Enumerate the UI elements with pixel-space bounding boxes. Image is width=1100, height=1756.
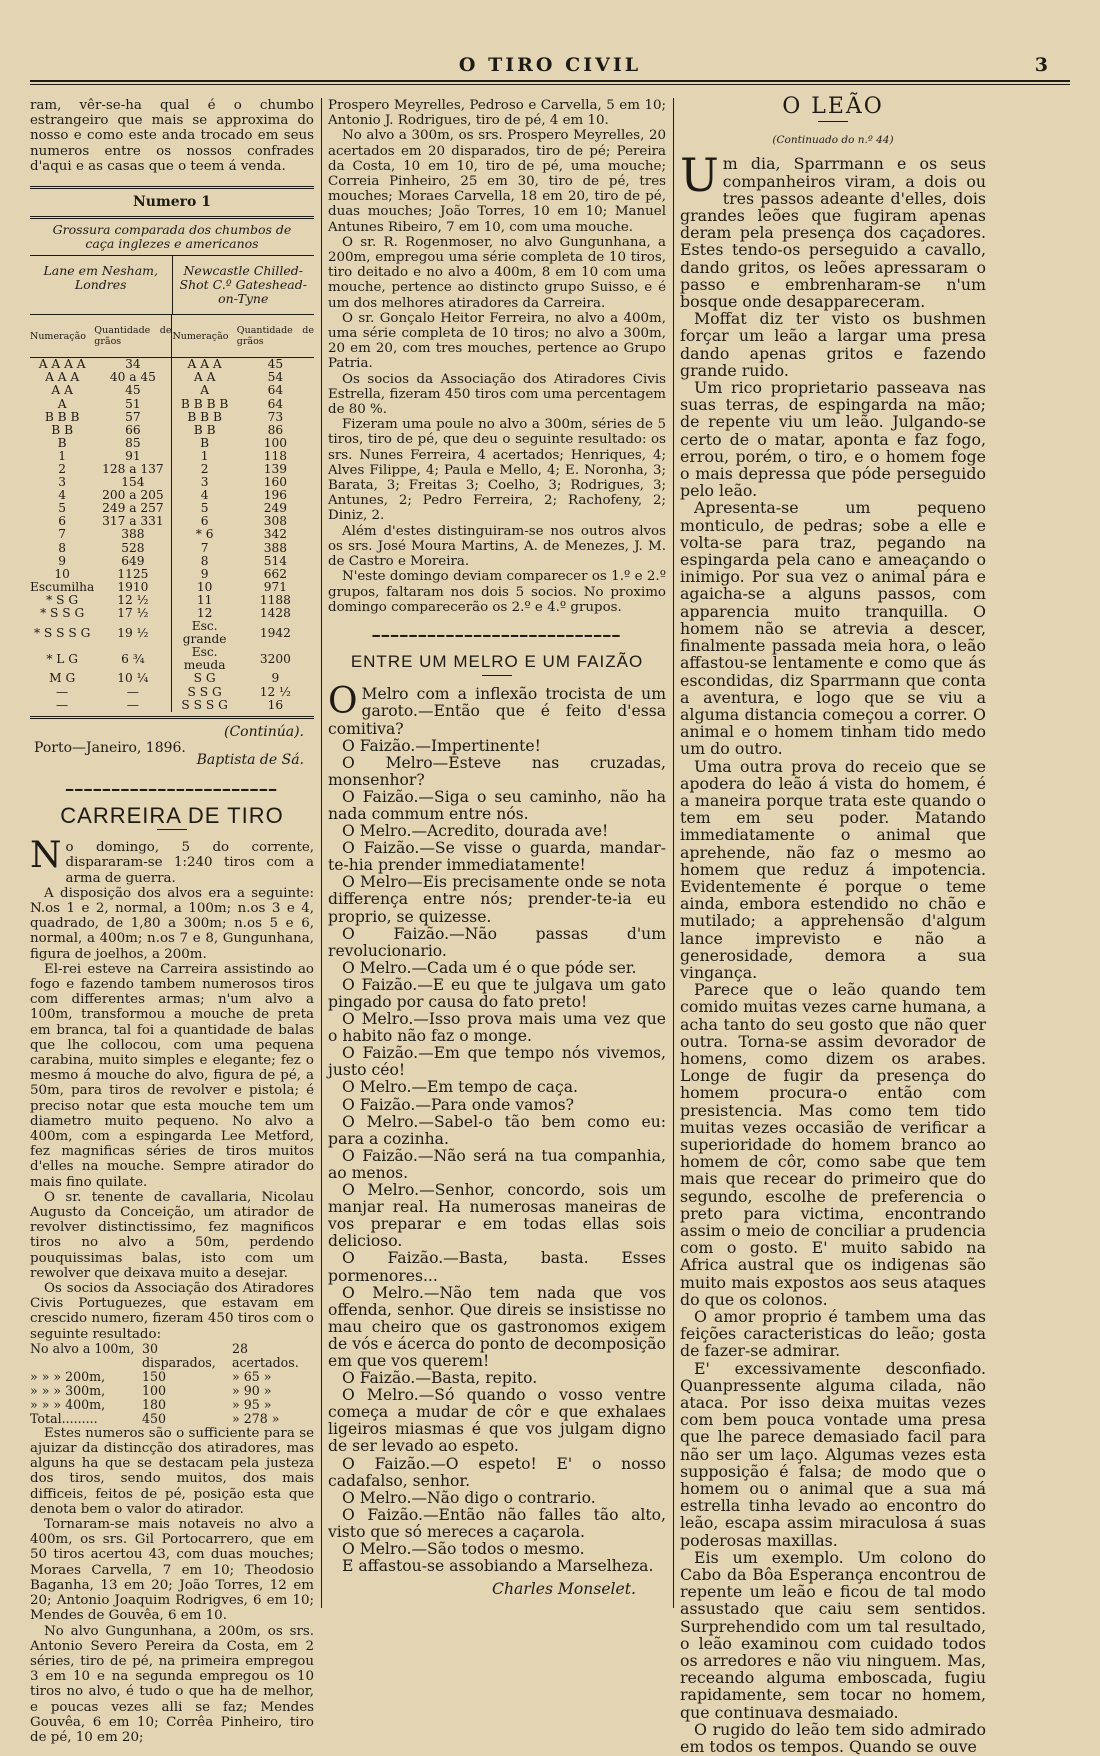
dialogue-line: O Melro.—Em tempo de caça. bbox=[342, 1078, 578, 1097]
col-header-quantidade: Quantidade de grãos bbox=[237, 315, 314, 358]
author-signature: Baptista de Sá. bbox=[196, 751, 304, 768]
table-cell: 100 bbox=[263, 435, 288, 450]
table-cell: A A A A bbox=[38, 357, 86, 372]
ornament-divider: ━━━━━━━━━━━━━━━━━━━━━━━ bbox=[65, 782, 279, 797]
dialogue-line: O Faizão.—Não passas d'um revolucionario. bbox=[328, 924, 666, 960]
table-cell: 1942 bbox=[259, 625, 291, 640]
table-cell: A A A bbox=[45, 370, 80, 385]
dialogue-line: O Faizão.—Basta, repito. bbox=[342, 1369, 538, 1388]
table-cell: 51 bbox=[94, 398, 172, 411]
results-row bbox=[30, 1370, 314, 1384]
dialogue-line: O Faizão.—Siga o seu caminho, não ha nada commum entre nós. bbox=[328, 787, 666, 823]
table-cell: 66 bbox=[94, 424, 172, 437]
dialogue-line: O Melro.—Senhor, concordo, sois um manjar real. Ha numerosas maneiras de vos preparar e em todas ellas sois delicioso. bbox=[328, 1181, 666, 1251]
continua-note: (Continúa). bbox=[223, 723, 304, 740]
table-cell: A A A bbox=[187, 357, 222, 372]
results-cell: 180 bbox=[142, 1396, 167, 1412]
table-cell: 6 bbox=[58, 514, 67, 529]
ornament-divider: ━━━━━━━━━━━━━━━━━━━━━━━━━━━ bbox=[372, 628, 622, 643]
place-date: Porto—Janeiro, 1896. bbox=[34, 739, 186, 756]
carreira-paragraph: O sr. tenente de cavallaria, Nicolau Augusto da Conceição, um atirador de revolver distinctissimo, fez magnificos tiros no alvo a 50m, perdendo pouquissimas balas, isto com um rewolver que deixava muito a desejar. bbox=[30, 1189, 314, 1281]
dialogue-line: O Melro—Eis precisamente onde se nota differença entre nós; prender-te-ia eu proprio, se quizesse. bbox=[328, 873, 666, 926]
dialogue-line: O Faizão.—Não será na tua companhia, ao menos. bbox=[328, 1146, 666, 1182]
dropcap-n: N bbox=[30, 835, 62, 877]
table-row bbox=[30, 607, 314, 620]
table-cell: 10 ¼ bbox=[94, 672, 172, 685]
table-cell: 154 bbox=[94, 476, 172, 489]
carreira-paragraph: o domingo, 5 do corrente, dispararam-se 1:240 tiros com a arma de guerra. bbox=[65, 840, 314, 886]
table-cell: — bbox=[56, 697, 69, 712]
dialogue-line: O Faizão.—Basta, basta. Esses pormenores... bbox=[328, 1249, 666, 1285]
table-cell: 1 bbox=[200, 448, 209, 463]
table-cell: 160 bbox=[263, 475, 288, 490]
dialogue-line: O Faizão.—Em que tempo nós vivemos, justo céo! bbox=[328, 1044, 666, 1080]
table-cell: B bbox=[200, 435, 210, 450]
table-row bbox=[30, 384, 314, 397]
results-row bbox=[30, 1398, 314, 1412]
table-cell: S G bbox=[193, 671, 216, 686]
newspaper-page bbox=[30, 50, 1070, 1756]
table-cell: 971 bbox=[263, 579, 288, 594]
table-cell: * S G bbox=[46, 592, 79, 607]
table-cell: 57 bbox=[94, 411, 172, 424]
table-cell: 12 ½ bbox=[94, 594, 172, 607]
table-cell: 649 bbox=[94, 555, 172, 568]
left-group-header: Lane em Nesham, Londres bbox=[30, 256, 173, 314]
results-cell: 100 bbox=[142, 1382, 167, 1398]
story-title: ENTRE UM MELRO E UM FAIZÃO bbox=[350, 652, 644, 672]
carreira-paragraph: El-rei esteve na Carreira assistindo ao fogo e fazendo tambem numerosos tiros com differentes armas; n'um alvo a 100m, transformou a mouche de preta em branca, tal foi a quantidade de balas que lhe collocou, com uma pequena carabina, muito simples e elegante; fez o mesmo á mouche do alvo, figura de pé, a 50m, para tiros de revolver e pistola; é preciso notar que esta mouche tem um diametro muito pequeno. No alvo a 400m, com a espingarda Lee Metford, fez magnificas séries de tiros muitos d'elles na mouche. Sempre atirador do mais fino quilate. bbox=[30, 961, 314, 1190]
table-cell: 7 bbox=[200, 540, 209, 555]
table-cell: 10 bbox=[54, 566, 70, 581]
table-cell: A A bbox=[51, 383, 73, 398]
table-cell: 388 bbox=[263, 540, 288, 555]
table-cell: 9 bbox=[58, 553, 67, 568]
dialogue-line: O Melro.—Isso prova mais uma vez que o habito não faz o monge. bbox=[328, 1010, 666, 1046]
table-cell: 64 bbox=[267, 396, 284, 411]
table-row bbox=[30, 686, 314, 699]
header-rule bbox=[30, 80, 1070, 82]
table-cell: B B B B bbox=[180, 396, 229, 411]
table-cell: 2 bbox=[200, 461, 209, 476]
table-top-rule bbox=[30, 186, 314, 189]
table-cell: 19 ½ bbox=[94, 620, 172, 646]
article-footer bbox=[30, 719, 314, 773]
table-cell: 6 ¾ bbox=[94, 646, 172, 672]
after-paragraph: No alvo Gungunhana, a 200m, os srs. Antonio Severo Pereira da Costa, em 2 séries, tiro de pé, na primeira empregou 3 em 10 e na segunda empregou os 10 tiros no alvo, é tudo o que ha de melhor, e poucas vezes alli se faz; Mendes Gouvêa, 6 em 10; Corrêa Pinheiro, tiro de pé, 10 em 20; bbox=[30, 1623, 314, 1745]
table-cell: 514 bbox=[263, 553, 288, 568]
table-row bbox=[30, 398, 314, 411]
dialogue-line: O Faizão.—Se visse o guarda, mandar-te-hia prender immediatamente! bbox=[328, 839, 666, 875]
table-cell: 64 bbox=[267, 383, 284, 398]
after-paragraph: Estes numeros são o sufficiente para se ajuizar da distincção dos atiradores, mas alguns ha que se destacam pela justeza dos tiros, sendo muitos, dos mais difficeis, feitos de pé, posição esta que denota bem o valor do atirador. bbox=[30, 1425, 314, 1517]
table-row bbox=[30, 437, 314, 450]
dialogue-line: O Melro.—Cada um é o que póde ser. bbox=[342, 958, 637, 977]
table-row bbox=[30, 568, 314, 581]
table-cell: A bbox=[200, 383, 210, 398]
title-rule bbox=[482, 675, 512, 676]
table-cell: 118 bbox=[263, 448, 288, 463]
lion-paragraph: Um rico proprietario passeava nas suas terras, de espingarda na mão; de repente viu um leão. Julgando-se certo de o matar, aponta e faz fogo, errou, porém, o tiro, e o homem foge o mais depressa que póde perseguido pelo leão. bbox=[680, 378, 986, 501]
table-cell: 45 bbox=[94, 384, 172, 397]
table-row bbox=[30, 528, 314, 541]
table-row bbox=[30, 672, 314, 685]
results-cell: No alvo a 100m, bbox=[30, 1340, 135, 1356]
dialogue-line: O Faizão.—Impertinente! bbox=[342, 736, 541, 755]
carreira-cont-paragraph: No alvo a 300m, os srs. Prospero Meyrelles, 20 acertados em 20 disparados, tiro de pé; Pereira da Costa, 10 em 10, tiro de pé, uma mouche; Correia Pinheiro, 25 em 30, tiro de pé, tres mouches; Moraes Carvella, 18 em 20, tiro de pé, duas mouches; João Torres, 10 em 10; Manuel Antunes Ribeiro, 7 em 10, com uma mouche. bbox=[328, 128, 666, 235]
table-cell: 3200 bbox=[259, 651, 291, 666]
title-rule bbox=[818, 121, 848, 122]
table-cell: 6 bbox=[200, 514, 209, 529]
table-subtitle: Grossura comparada dos chumbos de caça inglezes e americanos bbox=[30, 216, 314, 256]
dialogue-line: O Melro.—Só quando o vosso ventre começa a mudar de côr e que exhalaes ligeiros miasmas é que vos julgam digno de ser levado ao espeto. bbox=[328, 1386, 666, 1456]
table-cell: * L G bbox=[46, 651, 78, 666]
table-cell: 12 ½ bbox=[259, 684, 291, 699]
shot-size-table bbox=[30, 315, 314, 712]
table-cell: M G bbox=[49, 671, 76, 686]
dropcap-o: O bbox=[328, 681, 358, 723]
table-row bbox=[30, 424, 314, 437]
results-cell: 150 bbox=[142, 1368, 167, 1384]
lion-paragraph: Uma outra prova do receio que se apodera do leão á vista do homem, é a maneira porque trata este quando o tem em seu poder. Matando immediatamente o animal que aprehende, não faz o mesmo ao homem que reduz á impotencia. Evidentemente é porque o teme ainda, embora estendido no chão e mutilado; a apprehensão d'algum lance imprevisto e não a generosidade, demora a sua vingança. bbox=[680, 756, 986, 982]
table-cell: 388 bbox=[94, 528, 172, 541]
header-rule-thin bbox=[30, 84, 1070, 85]
dropcap-u: U bbox=[680, 148, 719, 203]
table-cell: 17 ½ bbox=[94, 607, 172, 620]
lion-paragraph: Apresenta-se um pequeno monticulo, de pedras; sobe a elle e volta-se para traz, pegando na espingarda pela cano e ameaçando o inimigo. Por sua vez o animal pára e agaicha-se a alguns passos, com apparencia muito tranquilla. O homem não se atrevia a descer, finalmente passada meia hora, o leão affastou-se lentamente e como que ás escondidas, diz Sparrmann que conta a aventura, e logo que se viu a alguma distancia começou a correr. O animal e o homem tinham tido medo um do outro. bbox=[680, 498, 986, 759]
dialogue-line: O Faizão.—E eu que te julgava um gato pingado por causa do fato preto! bbox=[328, 975, 666, 1011]
table-cell: 3 bbox=[58, 475, 67, 490]
table-cell: 1125 bbox=[94, 568, 172, 581]
table-cell: 86 bbox=[267, 422, 284, 437]
masthead-title: O TIRO CIVIL bbox=[458, 54, 642, 76]
table-cell: Esc. meuda bbox=[183, 645, 226, 673]
results-cell: » » » 300m, bbox=[30, 1382, 106, 1398]
dialogue-line: O Melro.—Sabel-o tão bem como eu: para a cozinha. bbox=[328, 1112, 666, 1148]
table-cell: * S S S G bbox=[33, 625, 91, 640]
table-cell: B B B bbox=[187, 409, 222, 424]
dialogue-line: O Faizão.—Para onde vamos? bbox=[342, 1095, 575, 1114]
results-row bbox=[30, 1412, 314, 1426]
table-cell: * S S G bbox=[40, 606, 85, 620]
carreira-cont-paragraph: Além d'estes distinguiram-se nos outros alvos os srs. José Moura Martins, A. de Menezes, J. M. de Castro e Moreira. bbox=[328, 523, 666, 570]
table-row bbox=[30, 620, 314, 646]
table-cell: 308 bbox=[263, 514, 288, 529]
table-cell: 1188 bbox=[259, 592, 291, 607]
dialogue-line: O Melro.—Não tem nada que vos offenda, senhor. Que direis se insistisse no mau cheiro que os gastronomos exigem de vós e ácerca do ponto de decomposição em que vos querem! bbox=[328, 1283, 666, 1370]
table-cell: 5 bbox=[200, 501, 209, 516]
page-number: 3 bbox=[1034, 54, 1048, 76]
dialogue-body bbox=[328, 681, 666, 1599]
table-cell: * 6 bbox=[195, 527, 214, 542]
carreira-title: CARREIRA DE TIRO bbox=[60, 802, 284, 828]
carreira-cont-paragraph: N'este domingo deviam comparecer os 1.º e 2.º grupos, faltaram nos dois 5 socios. No proximo domingo comparecerão os 2.º e 4.º grupos. bbox=[328, 569, 666, 615]
table-cell: 317 a 331 bbox=[94, 515, 172, 528]
table-row bbox=[30, 555, 314, 568]
column-2 bbox=[328, 98, 666, 1598]
dialogue-line: O Melro—Esteve nas cruzadas, monsenhor? bbox=[328, 753, 666, 789]
table-cell: 1910 bbox=[94, 581, 172, 594]
table-cell: A A bbox=[193, 370, 216, 385]
results-cell: » » » 400m, bbox=[30, 1396, 106, 1412]
table-cell: 200 a 205 bbox=[94, 489, 172, 502]
column-1 bbox=[30, 98, 314, 1745]
table-cell: 1 bbox=[58, 448, 67, 463]
table-row bbox=[30, 646, 314, 672]
dialogue-line: O Faizão.—Então não falles tão alto, visto que só mereces a caçarola. bbox=[328, 1505, 666, 1541]
dialogue-line: O Faizão.—O espeto! E' o nosso cadafalso, senhor. bbox=[328, 1454, 666, 1490]
table-row bbox=[30, 411, 314, 424]
table-cell: 528 bbox=[94, 542, 172, 555]
table-cell: 73 bbox=[267, 409, 284, 424]
table-row bbox=[30, 542, 314, 555]
table-cell: 34 bbox=[94, 358, 172, 372]
table-row bbox=[30, 450, 314, 463]
table-cell: 249 a 257 bbox=[94, 502, 172, 515]
table-cell: 91 bbox=[94, 450, 172, 463]
column-divider-1 bbox=[321, 98, 322, 1608]
table-cell: B B bbox=[193, 422, 216, 437]
table-title: Numero 1 bbox=[132, 194, 212, 211]
table-cell: 128 a 137 bbox=[94, 463, 172, 476]
table-cell: A bbox=[57, 396, 67, 411]
lion-paragraph: Eis um exemplo. Um colono do Cabo da Bôa Esperança encontrou de repente um leão e ficou de tal modo assustado que caiu sem sentidos. Surprehendido com um tal resultado, o leão examinou com cuidado todos os arredores e não viu ninguem. Mas, receando alguma emboscada, fugiu rapidamente, sem tocar no homem, que continuava desmaiado. bbox=[680, 1547, 986, 1722]
dialogue-line: O Melro.—Acredito, dourada ave! bbox=[342, 822, 609, 841]
lion-paragraph: Moffat diz ter visto os bushmen forçar um leão a largar uma presa dando apenas gritos e fazendo grande ruido. bbox=[680, 309, 986, 380]
table-cell: 3 bbox=[200, 475, 209, 490]
table-cell: 4 bbox=[200, 488, 209, 503]
table-cell: B B bbox=[51, 422, 74, 437]
results-cell: Total......... bbox=[30, 1410, 98, 1426]
table-cell: S S S G bbox=[181, 697, 228, 712]
after-paragraph: Tornaram-se mais notaveis no alvo a 400m, os srs. Gil Portocarrero, que em 50 tiros acertou 43, com duas mouches; Moraes Carvella, 7 em 10; Theodosio Baganha, 13 em 20; João Torres, 12 em 20; Antonio Joaquim Rodrigves, 6 em 10; Mendes de Gouvêa, 6 em 10. bbox=[30, 1517, 314, 1624]
results-row bbox=[30, 1384, 314, 1398]
results-cell: 28 acertados. bbox=[232, 1340, 299, 1370]
lion-paragraph: O amor proprio é tambem uma das feições caracteristicas do leão; gosta de fazer-se admirar. bbox=[680, 1307, 986, 1361]
carreira-cont-paragraph: O sr. Gonçalo Heitor Ferreira, no alvo a 400m, uma série completa de 10 tiros; no alvo a 300m, 20 em 20, com tres mouches, pertence ao Grupo Patria. bbox=[328, 310, 666, 372]
table-cell: 9 bbox=[271, 671, 280, 686]
col-header-numeracao: Numeração bbox=[172, 315, 237, 358]
table-cell: 1428 bbox=[259, 606, 291, 620]
results-cell: » 65 » bbox=[232, 1368, 272, 1384]
table-cell: 40 a 45 bbox=[94, 371, 172, 384]
intro-paragraph: ram, vêr-se-ha qual é o chumbo estrangeiro que mais se approxima do nosso e como este anda trocado em seus numeros entre os nossos confrades d'aqui e as casas que o teem á venda. bbox=[30, 98, 314, 174]
table-cell: — bbox=[94, 699, 172, 712]
results-cell: » 278 » bbox=[232, 1410, 280, 1426]
lion-paragraph: O rugido do leão tem sido admirado em todos os tempos. Quando se ouve bbox=[680, 1719, 986, 1756]
table-cell: S S G bbox=[187, 684, 222, 699]
table-cell: 10 bbox=[196, 579, 213, 594]
lion-paragraph: Parece que o leão quando tem comido muitas vezes carne humana, a acha tanto do seu gosto que não quer outra. Torna-se assim devorador de homens, como dizem os arabes. Longe de fugir da presença do homem procura-o então com presistencia. Mas como tem tido muitas vezes occasião de verificar a superioridade do homem branco ao homem de côr, como sabe que tem mais que recear do primeiro que do segundo, escolhe de preferencia o preto para victima, encontrando assim o meio de conciliar a prudencia com o gosto. E' muito sabido na Africa austral que os indigenas são muito mais expostos aos seus ataques do que os colonos. bbox=[680, 980, 986, 1309]
dialogue-line: O Melro.—Não digo o contrario. bbox=[342, 1488, 596, 1507]
results-row bbox=[30, 1342, 314, 1370]
col-header-numeracao: Numeração bbox=[30, 315, 94, 358]
table-row bbox=[30, 581, 314, 594]
table-cell: 2 bbox=[58, 461, 67, 476]
right-group-header: Newcastle Chilled-Shot C.º Gateshead-on-Tyne bbox=[179, 263, 307, 307]
dialogue-line: O Melro.—São todos o mesmo. bbox=[342, 1540, 585, 1558]
table-cell: 54 bbox=[267, 370, 284, 385]
dialogue-line: E affastou-se assobiando a Marselheza. bbox=[342, 1557, 654, 1576]
col-header-quantidade: Quantidade de grãos bbox=[94, 315, 172, 358]
carreira-paragraph: Os socios da Associação dos Atiradores Civis Portuguezes, que estavam em crescido numero, fizeram 450 tiros com o seguinte resultado: bbox=[30, 1281, 314, 1342]
table-cell: 5 bbox=[58, 501, 67, 516]
table-body bbox=[30, 358, 314, 712]
title-rule bbox=[157, 829, 187, 830]
carreira-cont-paragraph: Os socios da Associação dos Atiradores Civis Estrella, fizeram 450 tiros com uma percentagem de 80 %. bbox=[328, 371, 666, 418]
results-cell: » 95 » bbox=[232, 1396, 272, 1412]
lion-paragraph: E' excessivamente desconfiado. Quanpressente alguma cilada, não ataca. Por isso deixa muitas vezes com bem pouca vontade uma presa que lhe parece demasiado facil para não ser um laço. Algumas vezes esta supposição é falsa; de modo que o homem ou o animal que a sua má estrella tinha levado ao encontro do leão, escapa assim miraculosa á suas poderosas maxillas. bbox=[680, 1358, 986, 1550]
table-row bbox=[30, 699, 314, 712]
table-cell: — bbox=[56, 684, 69, 699]
dialogue-line: Melro com a inflexão trocista de um garoto.—Então que é feito d'essa comitiva? bbox=[328, 685, 666, 738]
lion-paragraph: m dia, Sparrmann e os seus companheiros viram, a dois ou tres passos adeante d'elles, dois grandes leões que fugiram apenas deram pela presença dos caçadores. Estes tendo-os perseguido a cavallo, dando gritos, os leões apressaram o passo e embrenharam-se n'um bosque onde desappareceram. bbox=[680, 154, 986, 312]
results-cell: » 90 » bbox=[232, 1382, 272, 1398]
results-table bbox=[30, 1342, 314, 1426]
results-cell: 450 bbox=[142, 1410, 167, 1426]
carreira-cont-paragraph: Fizeram uma poule no alvo a 300m, séries de 5 tiros, tiro de pé, que deu o seguinte resultado: os srs. Nunes Ferreira, 4 acertados; Henriques, 4; Alves Filippe, 4; Paula e Mello, 4; E. Noronha, 3; Barata, 3; Freitas 3; Coelho, 3; Rodrigues, 3; Antunes, 2; Pedro Ferreira, 2; Rachofeny, 2; Diniz, 2. bbox=[328, 417, 666, 524]
table-cell: 16 bbox=[267, 697, 284, 712]
carreira-cont-paragraph: Prospero Meyrelles, Pedroso e Carvella, 5 em 10; Antonio J. Rodrigues, tiro de pé, 4 em 10. bbox=[328, 98, 666, 129]
table-cell: 342 bbox=[263, 527, 288, 542]
table-cell: 139 bbox=[263, 461, 288, 476]
results-cell: 30 disparados, bbox=[142, 1340, 216, 1370]
table-cell: Esc. grande bbox=[182, 619, 227, 647]
story-author: Charles Monselet. bbox=[492, 1580, 636, 1599]
table-cell: 12 bbox=[196, 606, 213, 620]
table-cell: 662 bbox=[263, 566, 288, 581]
dialogue-lines bbox=[328, 681, 666, 1576]
table-cell: 85 bbox=[94, 437, 172, 450]
table-cell: 8 bbox=[200, 553, 209, 568]
page-header bbox=[30, 50, 1070, 78]
results-cell: » » » 200m, bbox=[30, 1368, 106, 1384]
lion-title: O LEÃO bbox=[782, 94, 884, 119]
carreira-cont-paragraph: O sr. R. Rogenmoser, no alvo Gungunhana, a 200m, empregou uma série completa de 10 tiros, tiro deitado e no alvo a 400m, 8 em 10 com uma mouche, pertence ao distincto grupo Suisso, e é um dos melhores atiradores da Carreira. bbox=[328, 234, 666, 311]
table-cell: 7 bbox=[58, 527, 67, 542]
continued-note: (Continuado do n.º 44) bbox=[772, 134, 894, 147]
column-3 bbox=[680, 94, 986, 1756]
table-cell: — bbox=[94, 686, 172, 699]
carreira-paragraph: A disposição dos alvos era a seguinte: N.os 1 e 2, normal, a 100m; n.os 3 e 4, quadrado, de 1,80 a 300m; n.os 5 e 6, normal, a 400m; n.os 7 e 8, Gungunhana, figura de joelhos, a 200m. bbox=[30, 885, 314, 962]
table-cell: 11 bbox=[196, 592, 213, 607]
table-cell: 45 bbox=[267, 357, 284, 372]
carreira-body bbox=[30, 835, 314, 1342]
table-cell: 249 bbox=[263, 501, 288, 516]
table-cell: Escumilha bbox=[30, 579, 95, 594]
table-cell: 196 bbox=[263, 488, 288, 503]
table-cell: 4 bbox=[58, 488, 67, 503]
table-cell: B bbox=[57, 435, 67, 450]
table-cell: B B B bbox=[44, 409, 80, 424]
table-cell: 8 bbox=[58, 540, 67, 555]
table-group-headers bbox=[30, 256, 314, 315]
table-row bbox=[30, 358, 314, 372]
column-divider-2 bbox=[673, 98, 674, 1608]
table-cell: 9 bbox=[200, 566, 209, 581]
